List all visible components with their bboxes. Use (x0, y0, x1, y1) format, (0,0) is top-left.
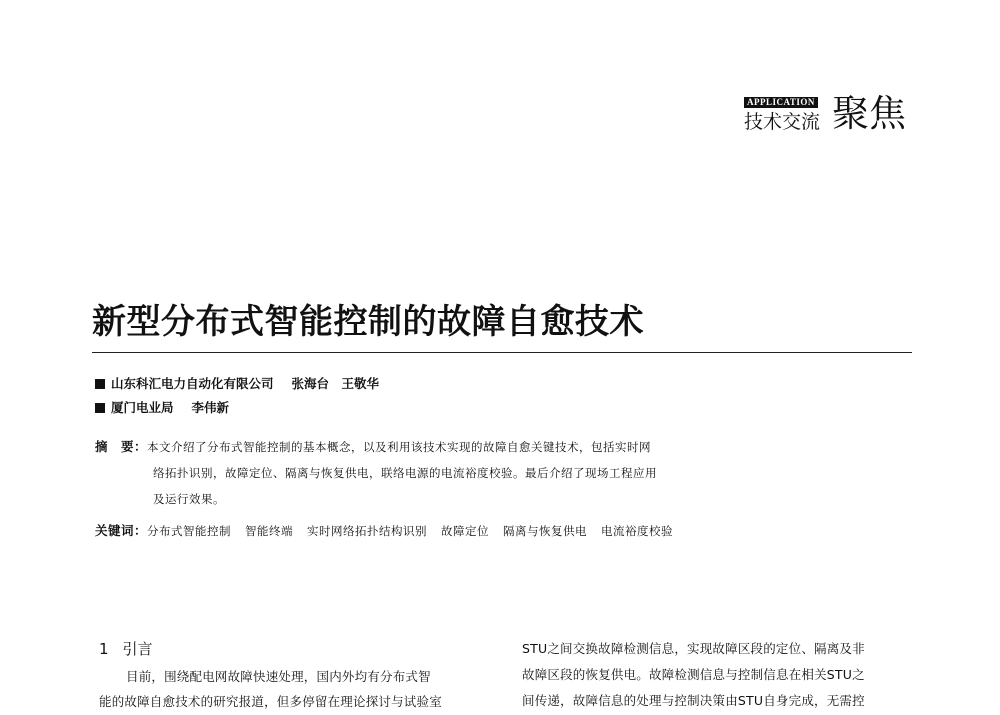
author-org: 厦门电业局 (111, 400, 174, 415)
body-right-line-2: 故障区段的恢复供电。故障检测信息与控制信息在相关STU之 (522, 667, 865, 682)
author-names: 李伟新 (191, 400, 230, 415)
keyword: 故障定位 (441, 524, 490, 538)
section-title: 引言 (122, 640, 153, 658)
abstract-line-2: 络拓扑识别，故障定位、隔离与恢复供电，联络电源的电流裕度校验。最后介绍了现场工程应用 (153, 466, 657, 480)
bullet-square-icon (95, 403, 105, 413)
author-names: 张海台 王敬华 (291, 376, 380, 391)
author-org: 山东科汇电力自动化有限公司 (111, 376, 274, 391)
section-number: 1 (99, 640, 109, 658)
abstract-line-3: 及运行效果。 (153, 492, 225, 506)
keyword: 智能终端 (245, 524, 294, 538)
abstract-line-1 (95, 439, 651, 455)
column-english-tag: APPLICATION (744, 97, 818, 108)
body-left-line-2: 能的故障自愈技术的研究报道，但多停留在理论探讨与试验室 (99, 694, 442, 709)
keyword: 实时网络拓扑结构识别 (307, 524, 428, 538)
author-line-1 (95, 375, 379, 393)
keyword: 分布式智能控制 (147, 524, 232, 538)
column-label: 技术交流 (744, 111, 821, 133)
bullet-square-icon (95, 379, 105, 389)
article-title: 新型分布式智能控制的故障自愈技术 (92, 302, 644, 342)
keyword: 隔离与恢复供电 (503, 524, 588, 538)
column-emphasis: 聚焦 (832, 92, 906, 135)
author-line-2 (95, 399, 229, 417)
body-right-line-3: 间传递，故障信息的处理与控制决策由STU自身完成，无需控 (522, 693, 865, 708)
keywords-line (95, 523, 687, 539)
body-left-line-1: 目前，围绕配电网故障快速处理，国内外均有分布式智 (126, 669, 431, 684)
body-right-line-1: STU之间交换故障检测信息，实现故障区段的定位、隔离及非 (522, 641, 865, 656)
keyword: 电流裕度校验 (601, 524, 674, 538)
section-heading (99, 640, 153, 658)
title-rule (92, 352, 912, 353)
abstract-text: 本文介绍了分布式智能控制的基本概念，以及利用该技术实现的故障自愈关键技术，包括实时网 (147, 440, 652, 454)
abstract-label: 摘 要： (95, 439, 148, 454)
keywords-label: 关键词： (95, 523, 148, 538)
